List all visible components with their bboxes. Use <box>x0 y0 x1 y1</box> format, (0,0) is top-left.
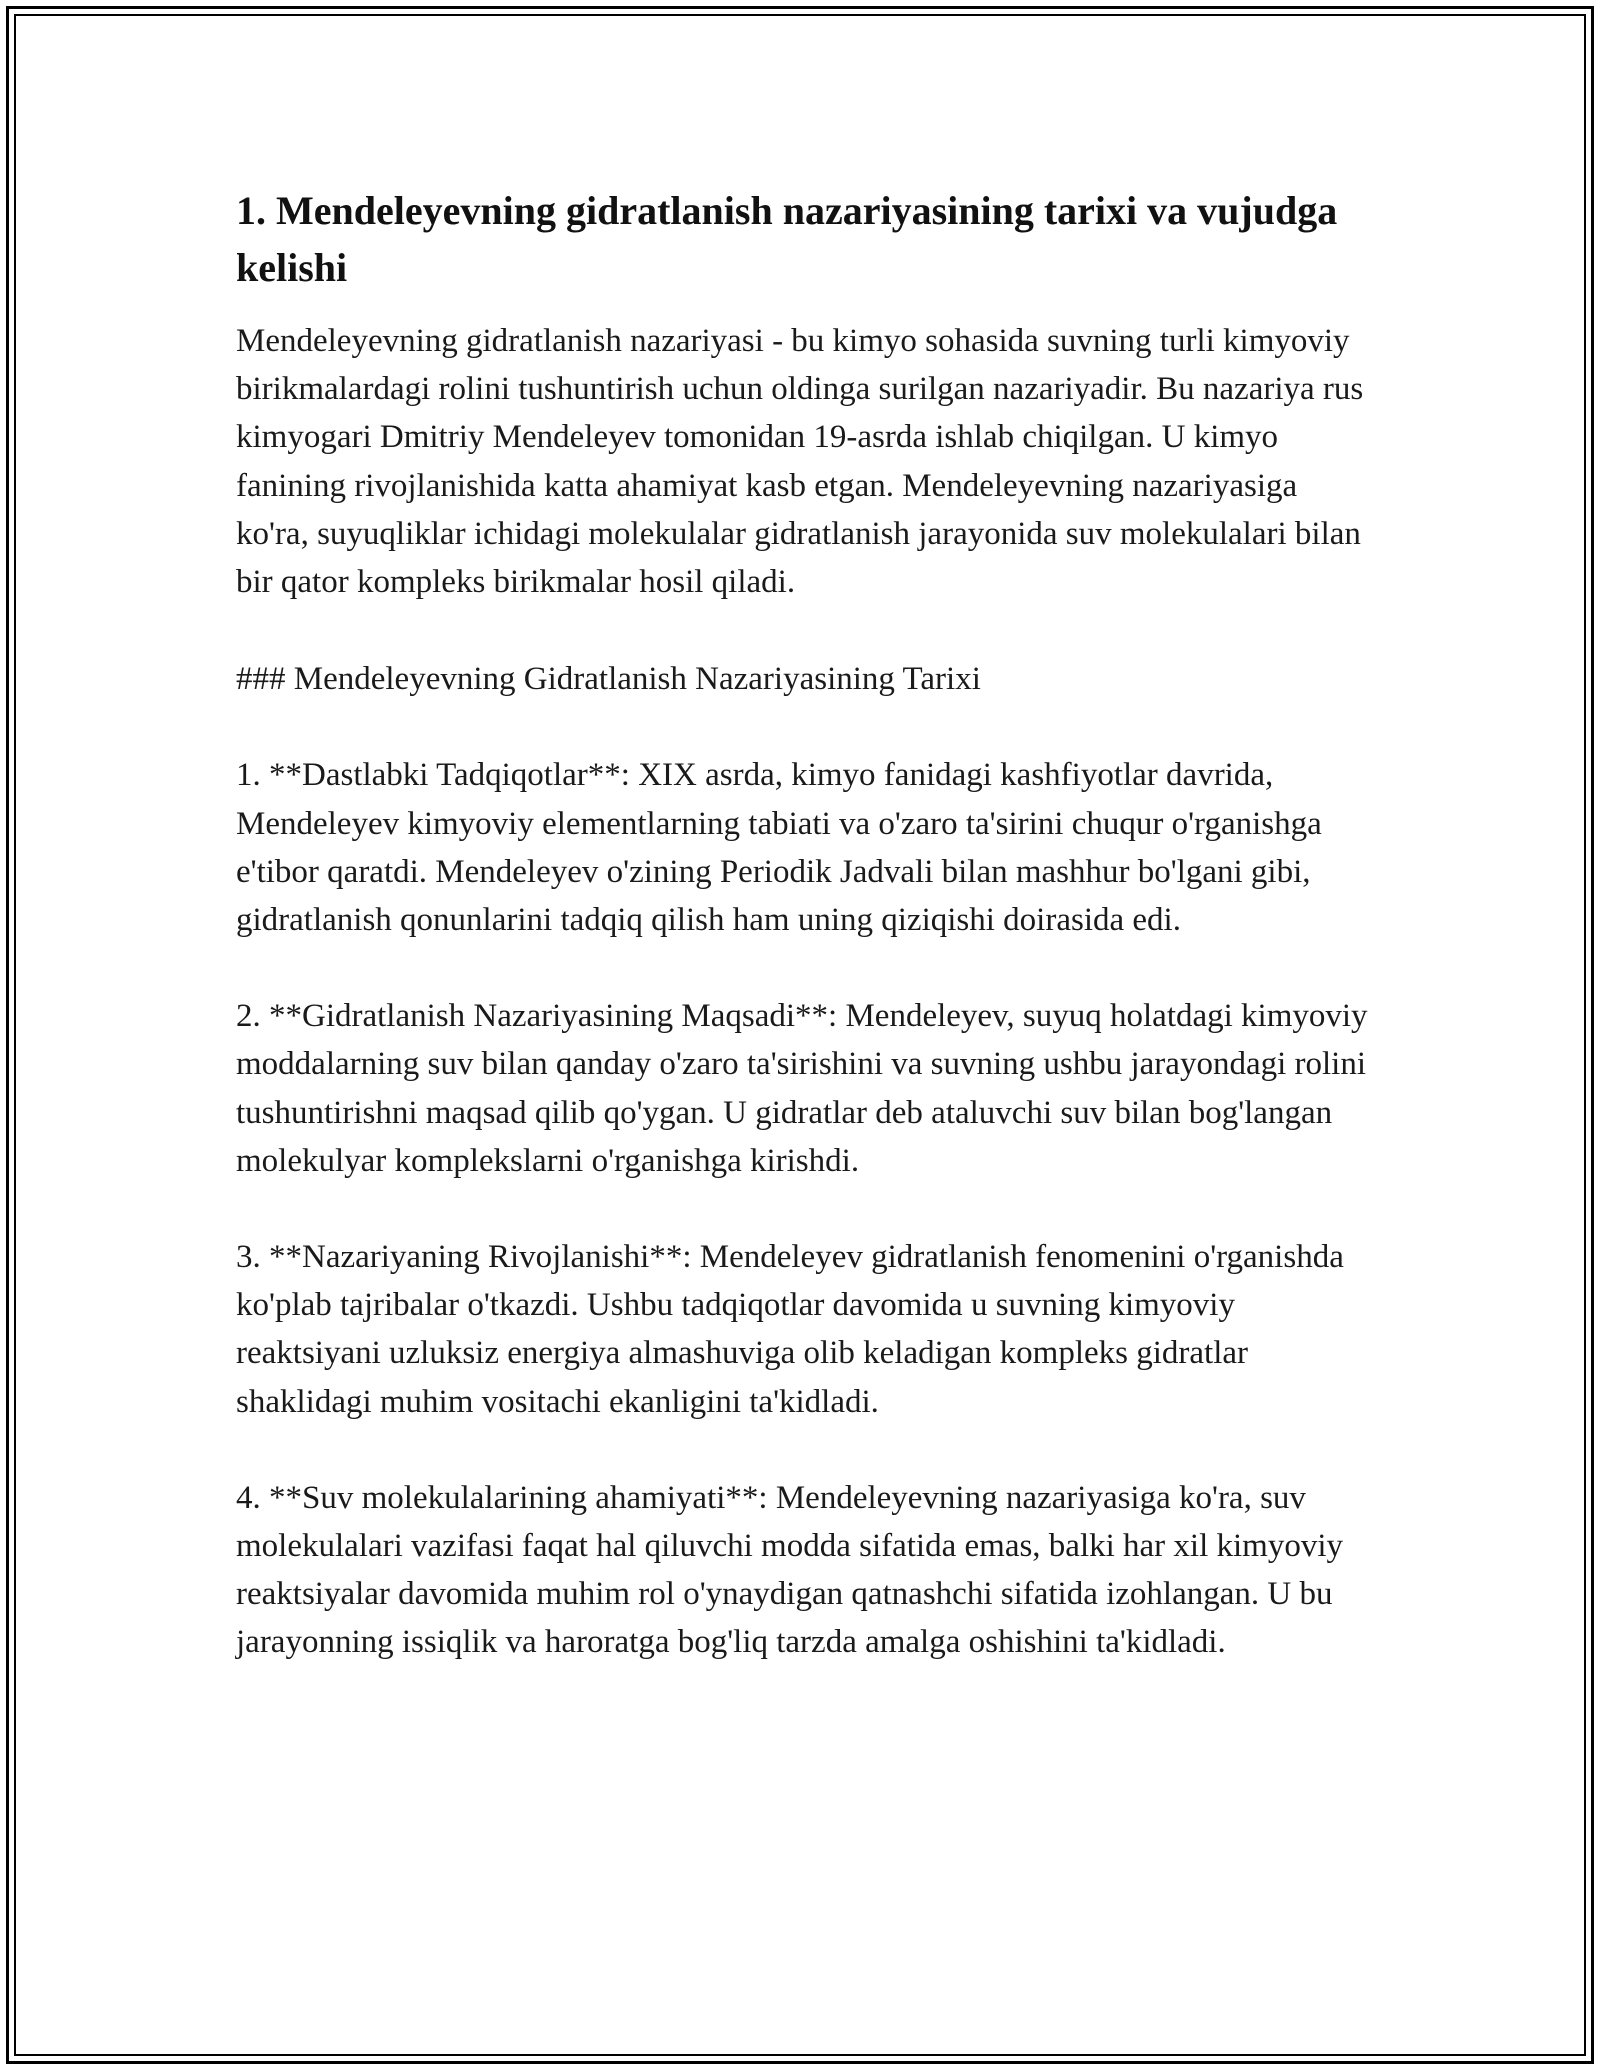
list-item: 3. **Nazariyaning Rivojlanishi**: Mendeleyev gidratlanish fenomenini o'rganishda ko'plab tajribalar o'tkazdi. Ushbu tadqiqotlar davomida u suvning kimyoviy reaktsiyani uzluksiz energiya almashuviga olib keladigan kompleks gidratlar shaklidagi muhim vositachi ekanligini ta'kidladi. <box>236 1239 1344 1420</box>
document-body <box>236 182 1376 1667</box>
list-item: 1. **Dastlabki Tadqiqotlar**: XIX asrda, kimyo fanidagi kashfiyotlar davrida, Mendeleyev kimyoviy elementlarning tabiati va o'zaro ta'sirini chuqur o'rganishga e'tibor qaratdi. Mendeleyev o'zining Periodik Jadvali bilan mashhur bo'lgani gibi, gidratlanish qonunlarini tadqiq qilish ham uning qiziqishi doirasida edi. <box>236 757 1322 939</box>
list-item: 2. **Gidratlanish Nazariyasining Maqsadi**: Mendeleyev, suyuq holatdagi kimyoviy moddalarning suv bilan qanday o'zaro ta'sirishini va suvning ushbu jarayondagi rolini tushuntirishni maqsad qilib qo'ygan. U gidratlar deb ataluvchi suv bilan bog'langan molekulyar komplekslarni o'rganishga kirishdi. <box>236 998 1368 1179</box>
section-subheading: ### Mendeleyevning Gidratlanish Nazariyasining Tarixi <box>236 661 981 698</box>
intro-paragraph: Mendeleyevning gidratlanish nazariyasi - bu kimyo sohasida suvning turli kimyoviy birikmalardagi rolini tushuntirish uchun oldinga surilgan nazariyadir. Bu nazariya rus kimyogari Dmitriy Mendeleyev tomonidan 19-asrda ishlab chiqilgan. U kimyo fanining rivojlanishida katta ahamiyat kasb etgan. Mendeleyevning nazariyasiga ko'ra, suyuqliklar ichidagi molekulalar gidratlanish jarayonida suv molekulalari bilan bir qator kompleks birikmalar hosil qiladi. <box>236 323 1364 601</box>
document-title: 1. Mendeleyevning gidratlanish nazariyasining tarixi va vujudga kelishi <box>236 188 1338 290</box>
list-item: 4. **Suv molekulalarining ahamiyati**: Mendeleyevning nazariyasiga ko'ra, suv molekulalari vazifasi faqat hal qiluvchi modda sifatida emas, balki har xil kimyoviy reaktsiyalar davomida muhim rol o'ynaydigan qatnashchi sifatida izohlangan. U bu jarayonning issiqlik va haroratga bog'liq tarzda amalga oshishini ta'kidladi. <box>236 1479 1344 1661</box>
